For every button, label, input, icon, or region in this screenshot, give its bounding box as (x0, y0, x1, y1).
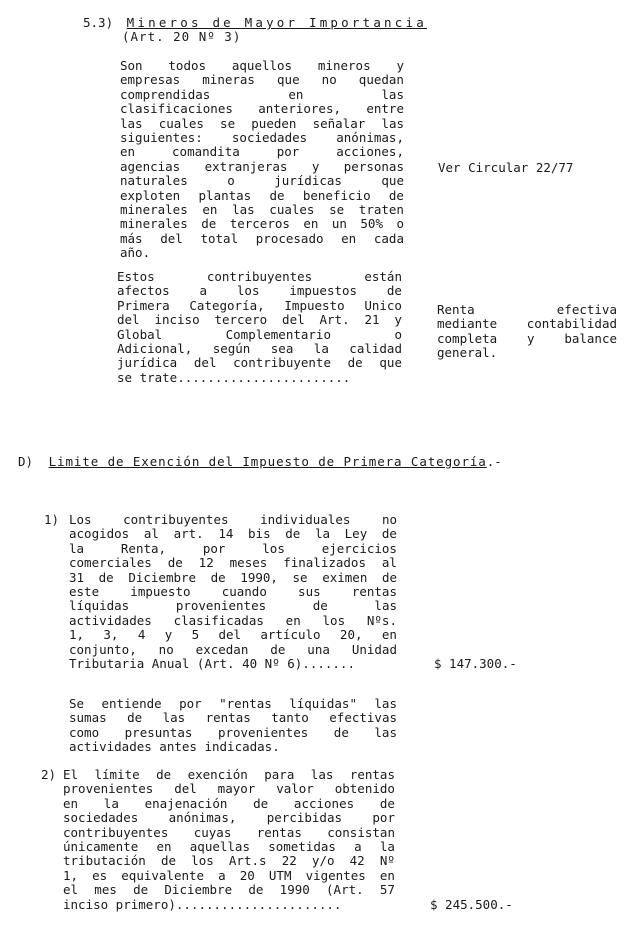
text-line: comerciales de 12 meses finalizados al (69, 555, 397, 571)
text-line: actividades clasificadas en los Nºs. (69, 612, 397, 628)
text-line: en la enajenación de acciones de (63, 795, 395, 811)
item-number-2: 2) (41, 767, 57, 782)
text-line: líquidas provenientes de las (69, 598, 397, 614)
text-line: Estos contribuyentes están (117, 269, 402, 284)
text-line: exploten plantas de beneficio de (120, 187, 404, 203)
text-line: tributación de los Art.s 22 y/o 42 Nº (63, 853, 395, 869)
margin-note-circular: Ver Circular 22/77 (438, 160, 574, 175)
text-line: este impuesto cuando sus rentas (69, 584, 397, 600)
text-line: jurídica del contribuyente de que (117, 355, 402, 371)
text-line: Primera Categoría, Impuesto Unico (117, 297, 402, 313)
text-line: completa y balance (437, 330, 617, 346)
text-line: provenientes del mayor valor obtenido (63, 781, 395, 797)
text-line: mediante contabilidad (437, 316, 617, 332)
text-line: contribuyentes cuyas rentas consistan (63, 824, 395, 840)
text-line: comprendidas en las (120, 86, 404, 102)
text-line: Tributaria Anual (Art. 40 Nº 6)....... (69, 656, 355, 672)
text-line: Renta efectiva (437, 302, 617, 317)
section-title: Mineros de Mayor Importancia (126, 15, 427, 30)
item-1-amount: $ 147.300.- (434, 656, 517, 671)
text-line: inciso primero)...................... (63, 896, 342, 912)
text-line: año. (120, 245, 151, 261)
text-line: general. (437, 345, 498, 361)
text-line: las cuales se pueden señalar las (120, 115, 404, 131)
paragraph-mineros-definition (120, 59, 404, 261)
section-number: 5.3) (83, 15, 114, 30)
text-line: siguientes: sociedades anónimas, (120, 130, 404, 146)
text-line: la Renta, por los ejercicios (69, 540, 397, 556)
text-line: 1, es equivalente a 20 UTM vigentes en (63, 867, 395, 883)
text-line: agencias extranjeras y personas (120, 158, 404, 174)
text-line: más del total procesado en cada (120, 230, 404, 246)
section-heading-d (18, 455, 502, 469)
section-letter: D) (18, 454, 34, 469)
section-d-title: Limite de Exención del Impuesto de Primera Categoría (48, 454, 487, 469)
text-line: minerales de terceros en un 50% o (120, 216, 404, 232)
text-line: minerales en las cuales se traten (120, 202, 404, 218)
text-line: acogidos al art. 14 bis de la Ley de (69, 526, 397, 542)
margin-note-renta-efectiva (437, 303, 617, 361)
text-line: conjunto, no excedan de una Unidad (69, 641, 397, 657)
item-2-text (63, 768, 395, 912)
paragraph-impuestos-afectos (117, 270, 402, 385)
item-2-amount: $ 245.500.- (430, 897, 513, 912)
text-line: del inciso tercero del Art. 21 y (117, 312, 402, 328)
text-line: se trate....................... (117, 369, 351, 385)
text-line: Se entiende por "rentas líquidas" las (69, 696, 397, 711)
text-line: empresas mineras que no quedan (120, 72, 404, 88)
text-line: sumas de las rentas tanto efectivas (69, 710, 397, 726)
text-line: naturales o jurídicas que (120, 173, 404, 189)
item-1-clarification (69, 697, 397, 755)
text-line: Adicional, según sea la calidad (117, 341, 402, 357)
section-subtitle: (Art. 20 Nº 3) (122, 29, 242, 44)
text-line: sociedades anónimas, percibidas por (63, 810, 395, 826)
item-1-text (69, 513, 397, 671)
text-line: 31 de Diciembre de 1990, se eximen de (69, 569, 397, 585)
item-number-1: 1) (44, 512, 60, 527)
text-line: en comandita por acciones, (120, 144, 404, 160)
text-line: como presuntas provenientes de las (69, 724, 397, 740)
text-line: El límite de exención para las rentas (63, 767, 395, 782)
text-line: Los contribuyentes individuales no (69, 512, 397, 527)
text-line: 1, 3, 4 y 5 del artículo 20, en (69, 627, 397, 643)
text-line: afectos a los impuestos de (117, 283, 402, 299)
text-line: Global Complementario o (117, 326, 402, 342)
text-line: actividades antes indicadas. (69, 739, 280, 755)
text-line: el mes de Diciembre de 1990 (Art. 57 (63, 882, 395, 898)
text-line: únicamente en aquellas sometidas a la (63, 839, 395, 855)
text-line: Son todos aquellos mineros y (120, 58, 404, 73)
text-line: clasificaciones anteriores, entre (120, 101, 404, 117)
section-d-suffix: .- (486, 454, 502, 469)
